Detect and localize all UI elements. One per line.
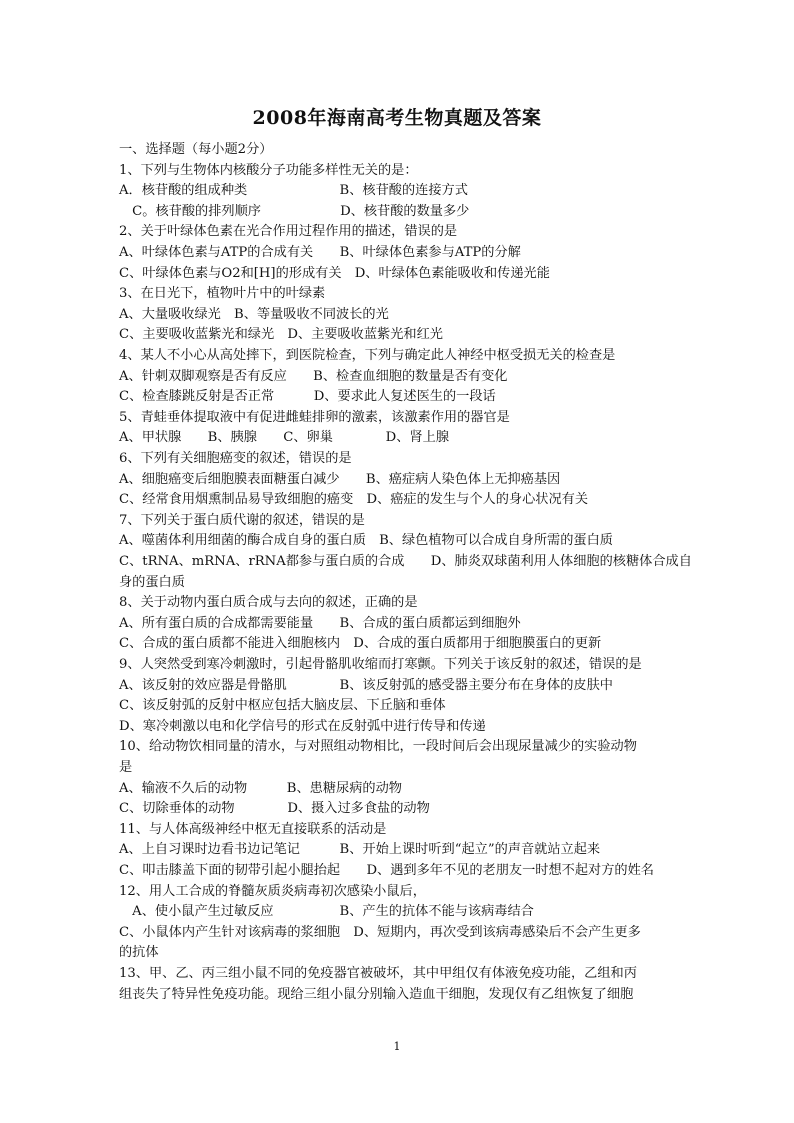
text-line: A、输液不久后的动物 B、患糖尿病的动物: [119, 780, 402, 796]
text-line: 8、关于动物内蛋白质合成与去向的叙述，正确的是: [119, 595, 418, 611]
text-line: 7、下列关于蛋白质代谢的叙述，错误的是: [119, 512, 365, 528]
page-number: 1: [393, 1040, 401, 1053]
text-line: 2、关于叶绿体色素在光合作用过程作用的描述，错误的是: [119, 224, 458, 240]
text-line: C、切除垂体的动物 D、摄入过多食盐的动物: [119, 801, 430, 817]
text-line: A、使小鼠产生过敏反应 B、产生的抗体不能与该病毒结合: [119, 904, 534, 920]
text-line: A、上自习课时边看书边记笔记 B、开始上课时听到“起立”的声音就站立起来: [119, 842, 601, 858]
text-line: 4、某人不小心从高处摔下，到医院检查，下列与确定此人神经中枢受损无关的检查是: [119, 348, 616, 363]
text-line: A、叶绿体色素与ATP的合成有关 B、叶绿体色素参与ATP的分解: [119, 245, 521, 260]
text-line: C、合成的蛋白质都不能进入细胞核内 D、合成的蛋白质都用于细胞膜蛋白的更新: [119, 636, 602, 652]
page-title: 2008年海南高考生物真题及答案: [252, 107, 542, 129]
text-line: A、所有蛋白质的合成都需要能量 B、合成的蛋白质都运到细胞外: [119, 615, 521, 631]
text-line: C、该反射弧的反射中枢应包括大脑皮层、下丘脑和垂体: [119, 698, 446, 714]
text-line: D、寒冷刺激以电和化学信号的形式在反射弧中进行传导和传递: [119, 718, 486, 734]
text-line: 一、选择题（每小题2分）: [119, 142, 273, 157]
text-line: 的抗体: [119, 945, 159, 961]
text-line: A、细胞癌变后细胞膜表面糖蛋白减少 B、癌症病人染色体上无抑癌基因: [119, 471, 561, 487]
text-line: 1、下列与生物体内核酸分子功能多样性无关的是：: [119, 162, 418, 178]
text-line: C、tRNA、mRNA、rRNA都参与蛋白质的合成 D、肺炎双球菌利用人体细胞的核糖体合成自: [119, 554, 692, 569]
text-line: A、针刺双脚观察是否有反应 B、检查血细胞的数量是否有变化: [119, 368, 508, 384]
text-line: 5、青蛙垂体提取液中有促进雌蛙排卵的激素，该激素作用的器官是: [119, 409, 510, 425]
text-line: C、检查膝跳反射是否正常 D、要求此人复述医生的一段话: [119, 389, 496, 405]
text-line: 组丧失了特异性免疫功能。现给三组小鼠分别输入造血干细胞，发现仅有乙组恢复了细胞: [119, 986, 634, 1002]
text-line: C、主要吸收蓝紫光和绿光 D、主要吸收蓝紫光和红光: [119, 327, 443, 343]
text-line: 是: [119, 760, 133, 775]
text-line: 6、下列有关细胞癌变的叙述，错误的是: [119, 451, 352, 466]
text-line: C、小鼠体内产生针对该病毒的浆细胞 D、短期内，再次受到该病毒感染后不会产生更多: [119, 924, 641, 940]
text-line: 3、在日光下，植物叶片中的叶绿素: [119, 286, 326, 302]
text-line: 9、人突然受到寒冷刺激时，引起骨骼肌收缩而打寒颤。下列关于该反射的叙述，错误的是: [119, 657, 642, 672]
text-line: C、经常食用烟熏制品易导致细胞的癌变 D、癌症的发生与个人的身心状况有关: [119, 492, 589, 508]
text-line: 12、用人工合成的脊髓灰质炎病毒初次感染小鼠后，: [119, 883, 426, 899]
text-line: C。核苷酸的排列顺序 D、核苷酸的数量多少: [119, 203, 470, 219]
text-line: A、该反射的效应器是骨骼肌 B、该反射弧的感受器主要分布在身体的皮肤中: [119, 677, 613, 693]
text-line: A．核苷酸的组成种类 B、核苷酸的连接方式: [119, 183, 468, 199]
text-line: A、噬菌体利用细菌的酶合成自身的蛋白质 B、绿色植物可以合成自身所需的蛋白质: [119, 533, 613, 549]
text-line: 11、与人体高级神经中枢无直接联系的活动是: [119, 821, 387, 837]
text-line: C、叩击膝盖下面的韧带引起小腿抬起 D、遇到多年不见的老朋友一时想不起对方的姓名: [119, 863, 654, 878]
text-line: 身的蛋白质: [119, 574, 185, 590]
text-line: 10、给动物饮相同量的清水，与对照组动物相比，一段时间后会出现尿量减少的实验动物: [119, 739, 637, 755]
text-line: 13、甲、乙、丙三组小鼠不同的免疫器官被破坏，其中甲组仅有体液免疫功能，乙组和丙: [119, 966, 637, 981]
text-line: A、大量吸收绿光 B、等量吸收不同波长的光: [119, 306, 389, 322]
text-line: C、叶绿体色素与O2和[H]的形成有关 D、叶绿体色素能吸收和传递光能: [119, 265, 550, 281]
text-line: A、甲状腺 B、胰腺 C、卵巢 D、肾上腺: [119, 430, 450, 446]
